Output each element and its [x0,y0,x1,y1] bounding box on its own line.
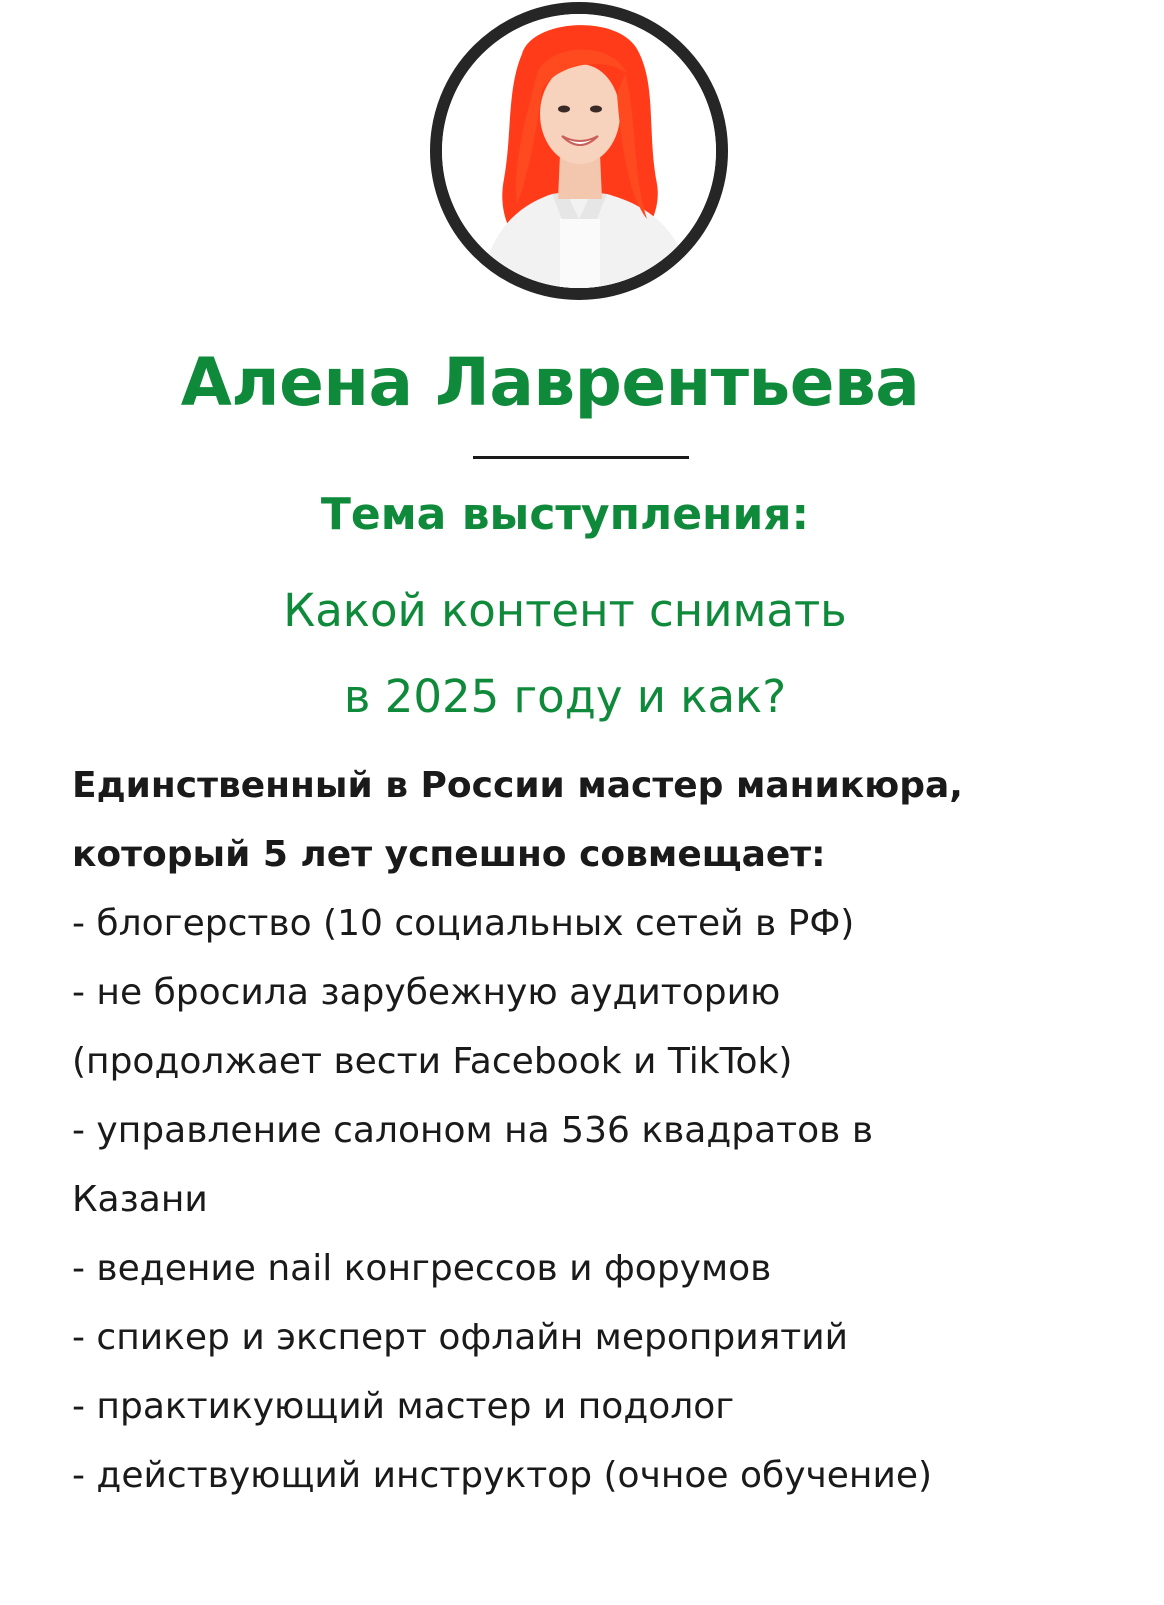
bio-item-line: (продолжает вести Facebook и TikTok) [72,1041,793,1082]
bio-item-line: - действующий инструктор (очное обучение) [72,1455,933,1496]
speaker-name: Алена Лаврентьева [180,344,920,421]
bio-item-line: - управление салоном на 536 квадратов в [72,1110,874,1151]
topic-title-line: в 2025 году и как? [343,670,787,723]
bio-item-line: Казани [72,1179,208,1220]
divider [473,456,689,459]
topic-title [0,568,1130,740]
portrait-photo-icon [442,14,716,288]
topic-title-line: Какой контент снимать [283,584,847,637]
topic-label: Тема выступления: [320,489,810,540]
bio-item-line: - ведение nail конгрессов и форумов [72,1248,772,1289]
speaker-photo [430,2,728,300]
bio-item-line: - спикер и эксперт офлайн мероприятий [72,1317,849,1358]
bio-item-line: - не бросила зарубежную аудиторию [72,972,781,1013]
bio-item-line: - блогерство (10 социальных сетей в РФ) [72,903,855,944]
bio-item-line: - практикующий мастер и подолог [72,1386,735,1427]
speaker-bio [72,751,1132,1510]
bio-intro-line: Единственный в России мастер маникюра, [72,765,963,806]
bio-intro-line: который 5 лет успешно совмещает: [72,834,826,875]
